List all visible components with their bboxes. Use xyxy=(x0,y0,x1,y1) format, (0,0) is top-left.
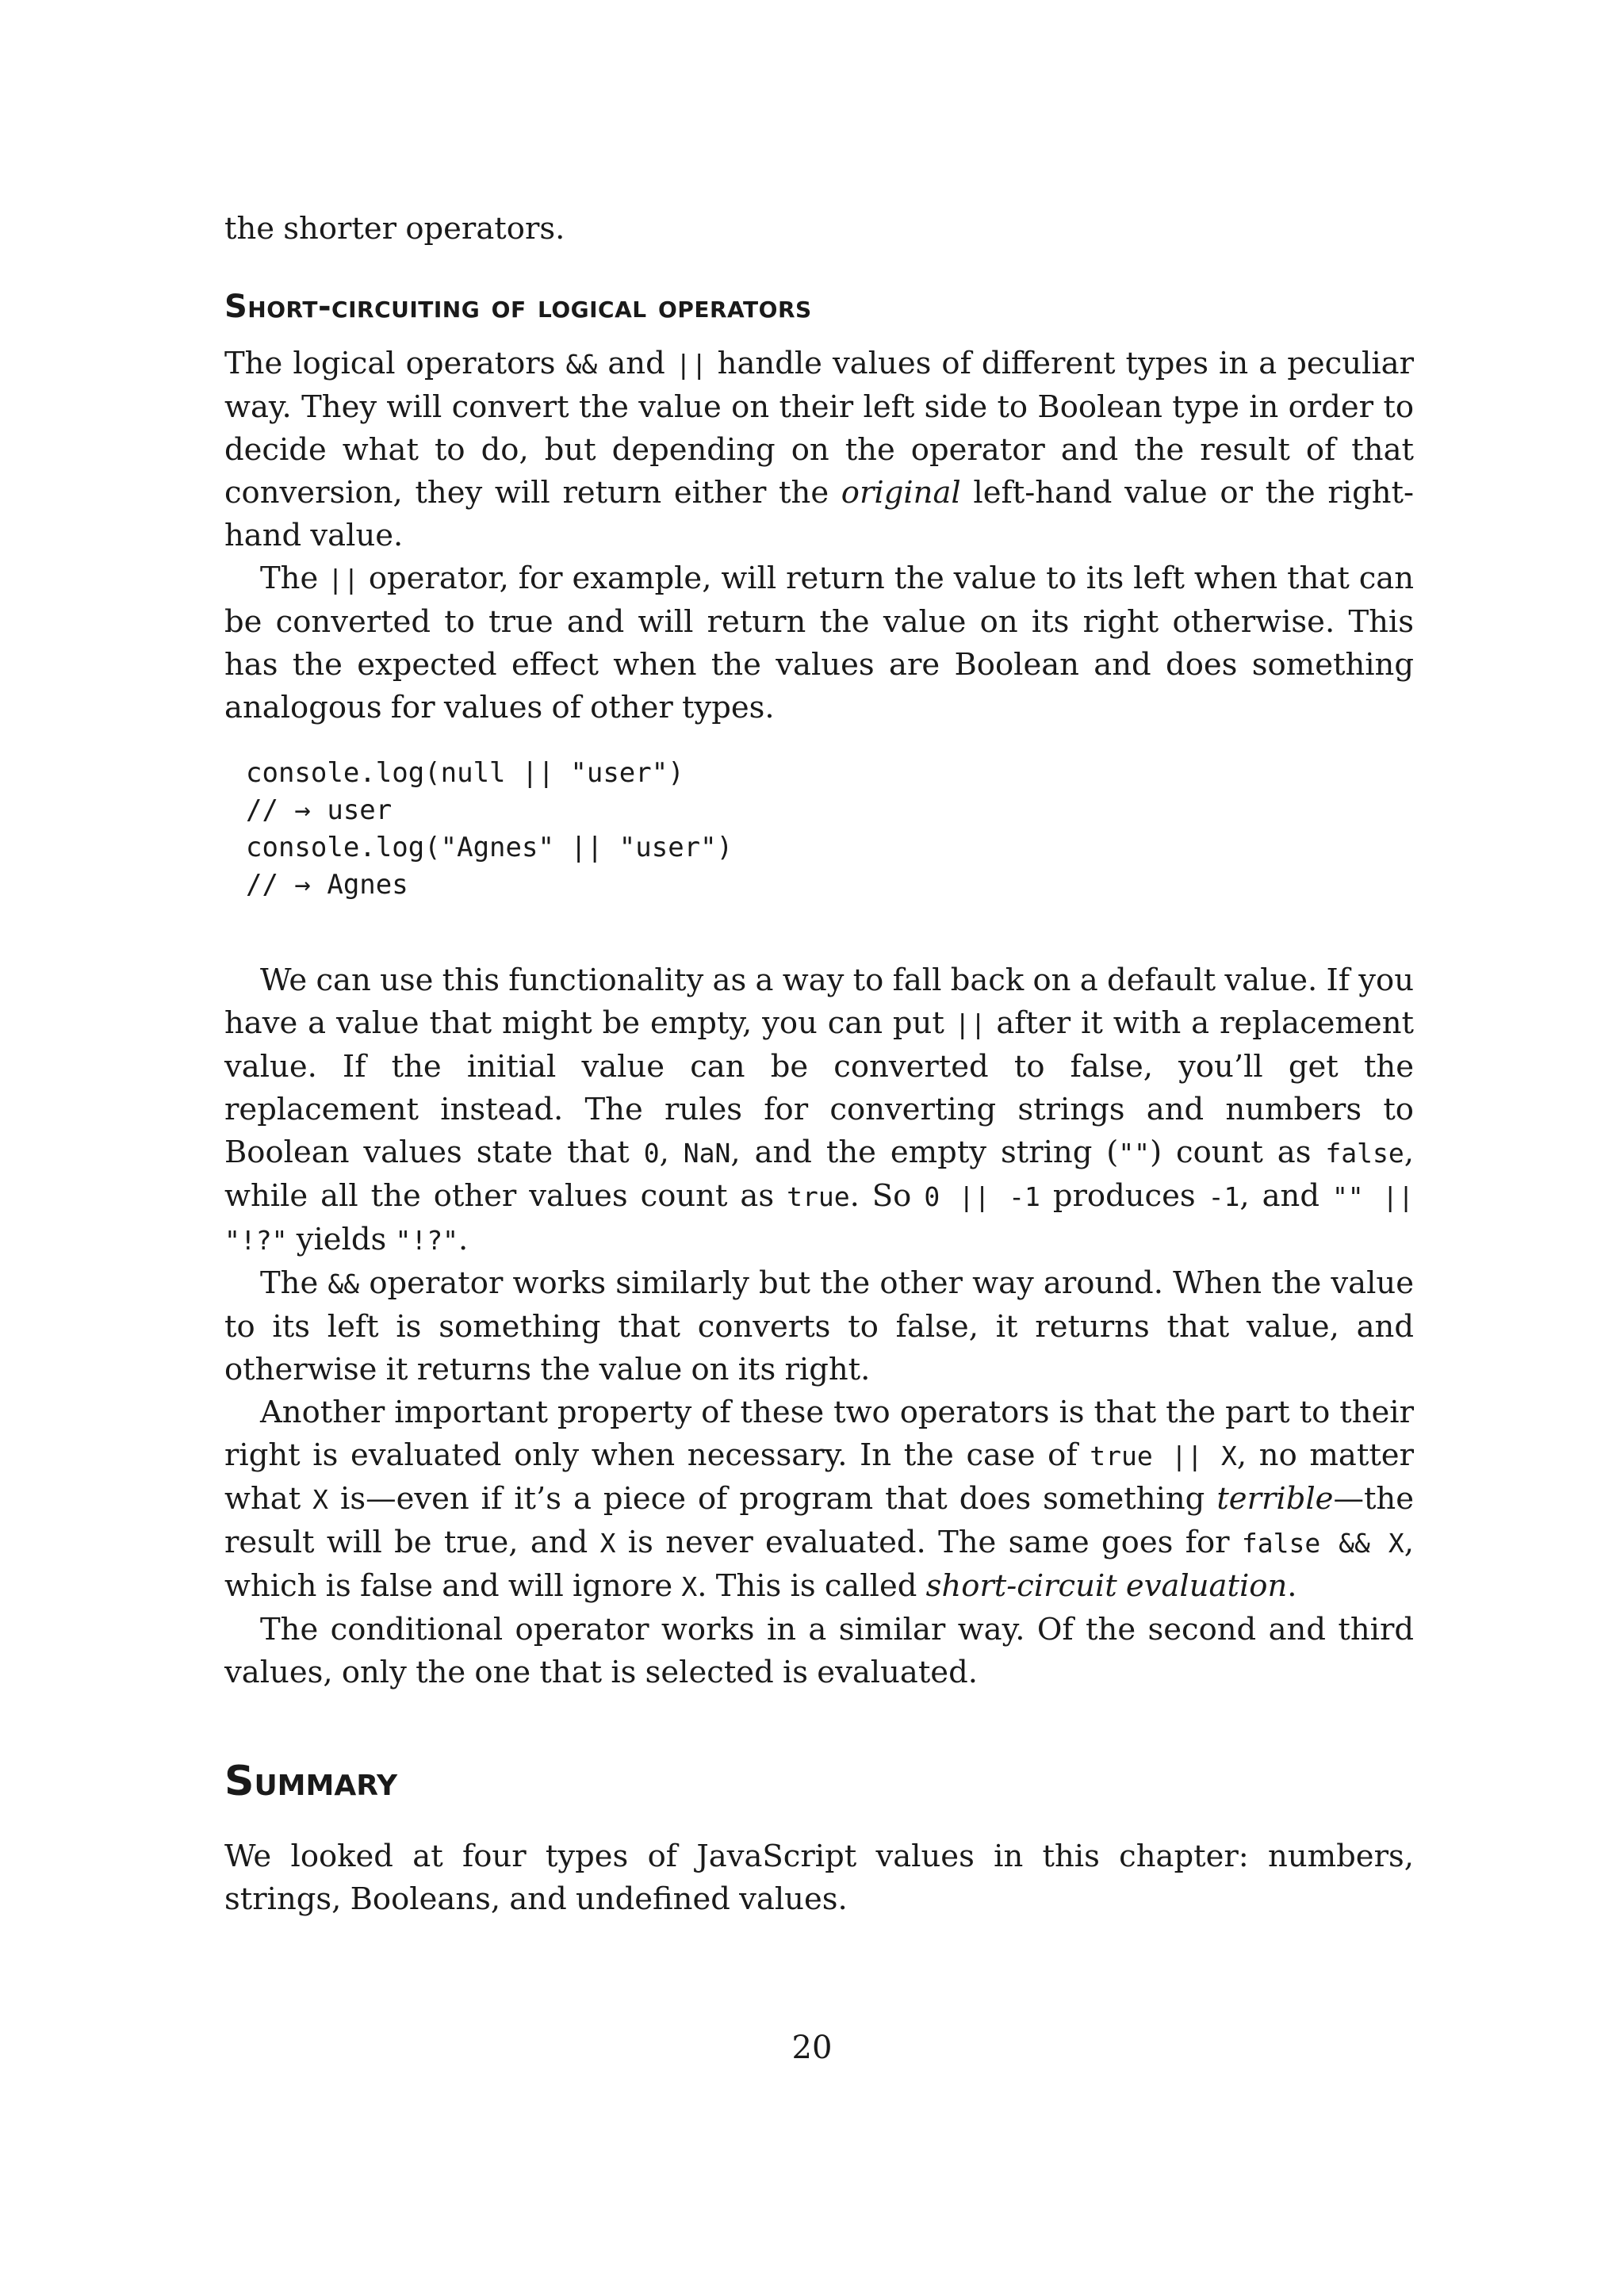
inline-code: X xyxy=(599,1528,616,1559)
code-line: console.log(null || "user") xyxy=(246,757,684,789)
text: left-hand value or the right-hand value. xyxy=(224,475,1414,553)
code-example xyxy=(224,755,1414,904)
text: and xyxy=(597,346,676,381)
inline-code: true xyxy=(787,1181,850,1212)
text: handle values of different types in a peculiar way. They will convert the value on their left side to Boolean type in order to decide what to do, but depending on the operator and the result of that conversion, they will return either the xyxy=(224,346,1414,511)
text: , while all the other values count as xyxy=(224,1135,1414,1214)
paragraph-conditional-operator: The conditional operator works in a similar way. Of the second and third values, only the one that is selected is evaluated. xyxy=(224,1612,1414,1690)
paragraph-and-operator xyxy=(224,1262,1414,1391)
text: operator works similarly but the other way around. When the value to its left is something that converts to false, it returns that value, and otherwise it returns the value on its right. xyxy=(224,1265,1414,1387)
inline-code: X xyxy=(681,1571,698,1602)
text: The xyxy=(260,1265,328,1301)
text: We can use this functionality as a way to fall back on a default value. If you have a value that might be empty, you can put xyxy=(224,962,1414,1041)
text: , xyxy=(659,1135,684,1170)
text: produces xyxy=(1040,1178,1208,1214)
inline-code: "" xyxy=(1118,1138,1151,1169)
section-heading: Short-circuiting of logical operators xyxy=(224,289,812,325)
emphasis: short-circuit evaluation xyxy=(925,1568,1288,1604)
text: after it with a replacement value. If the initial value can be converted to false, you’ll get the replacement instead. The rules for converting strings and numbers to Boolean values state that xyxy=(224,1005,1414,1170)
text: . xyxy=(458,1222,469,1257)
inline-code: -1 xyxy=(1208,1181,1240,1212)
paragraph-short-circuit xyxy=(224,1391,1414,1609)
text: ) count as xyxy=(1150,1135,1326,1170)
text: . This is called xyxy=(697,1568,926,1604)
text: The logical operators xyxy=(224,346,566,381)
inline-code: false xyxy=(1325,1138,1404,1169)
inline-code: "!?" xyxy=(395,1225,459,1256)
text: . So xyxy=(849,1178,925,1214)
text: is never evaluated. The same goes for xyxy=(615,1525,1242,1560)
inline-code: && xyxy=(565,349,598,380)
code-line: // → user xyxy=(246,794,393,826)
paragraph-logical-operators xyxy=(224,342,1414,557)
page-content xyxy=(224,208,1414,1921)
inline-code: 0 || -1 xyxy=(924,1181,1040,1212)
inline-code: true || X xyxy=(1090,1441,1237,1471)
paragraph-or-operator xyxy=(224,557,1414,729)
intro-fragment: the shorter operators. xyxy=(224,211,565,247)
text: , which is false and will ignore xyxy=(224,1525,1414,1604)
inline-code: && xyxy=(327,1269,360,1299)
text: operator, for example, will return the value to its left when that can be converted to true and will return the value on its right otherwise. This has the expected effect when the values are Boolean and does something analogous for values of other types. xyxy=(224,561,1415,725)
text: , and xyxy=(1239,1178,1332,1214)
inline-code: 0 xyxy=(643,1138,660,1169)
text: , and the empty string ( xyxy=(730,1135,1119,1170)
text: yields xyxy=(287,1222,396,1257)
code-line: console.log("Agnes" || "user") xyxy=(246,832,733,863)
text: . xyxy=(1287,1568,1297,1604)
text: The xyxy=(260,561,328,596)
text: , no matter what xyxy=(224,1437,1414,1517)
inline-code: X xyxy=(312,1484,329,1515)
inline-code: || xyxy=(327,564,359,595)
summary-heading: Summary xyxy=(224,1758,398,1805)
emphasis: terrible xyxy=(1216,1481,1334,1517)
inline-code: false && X xyxy=(1241,1528,1404,1559)
inline-code: NaN xyxy=(683,1138,731,1169)
code-line: // → Agnes xyxy=(246,869,408,901)
paragraph-summary: We looked at four types of JavaScript values in this chapter: numbers, strings, Booleans, and undefined values. xyxy=(224,1839,1414,1917)
paragraph-default-value xyxy=(224,959,1414,1262)
text: —the result will be true, and xyxy=(224,1481,1414,1560)
inline-code: || xyxy=(675,349,707,380)
emphasis: original xyxy=(841,475,961,511)
inline-code: "" || "!?" xyxy=(224,1181,1415,1256)
page-number: 20 xyxy=(791,2030,833,2066)
text: is—even if it’s a piece of program that does something xyxy=(328,1481,1217,1517)
inline-code: || xyxy=(954,1008,986,1039)
text: Another important property of these two operators is that the part to their right is evaluated only when necessary. In the case of xyxy=(224,1395,1414,1473)
